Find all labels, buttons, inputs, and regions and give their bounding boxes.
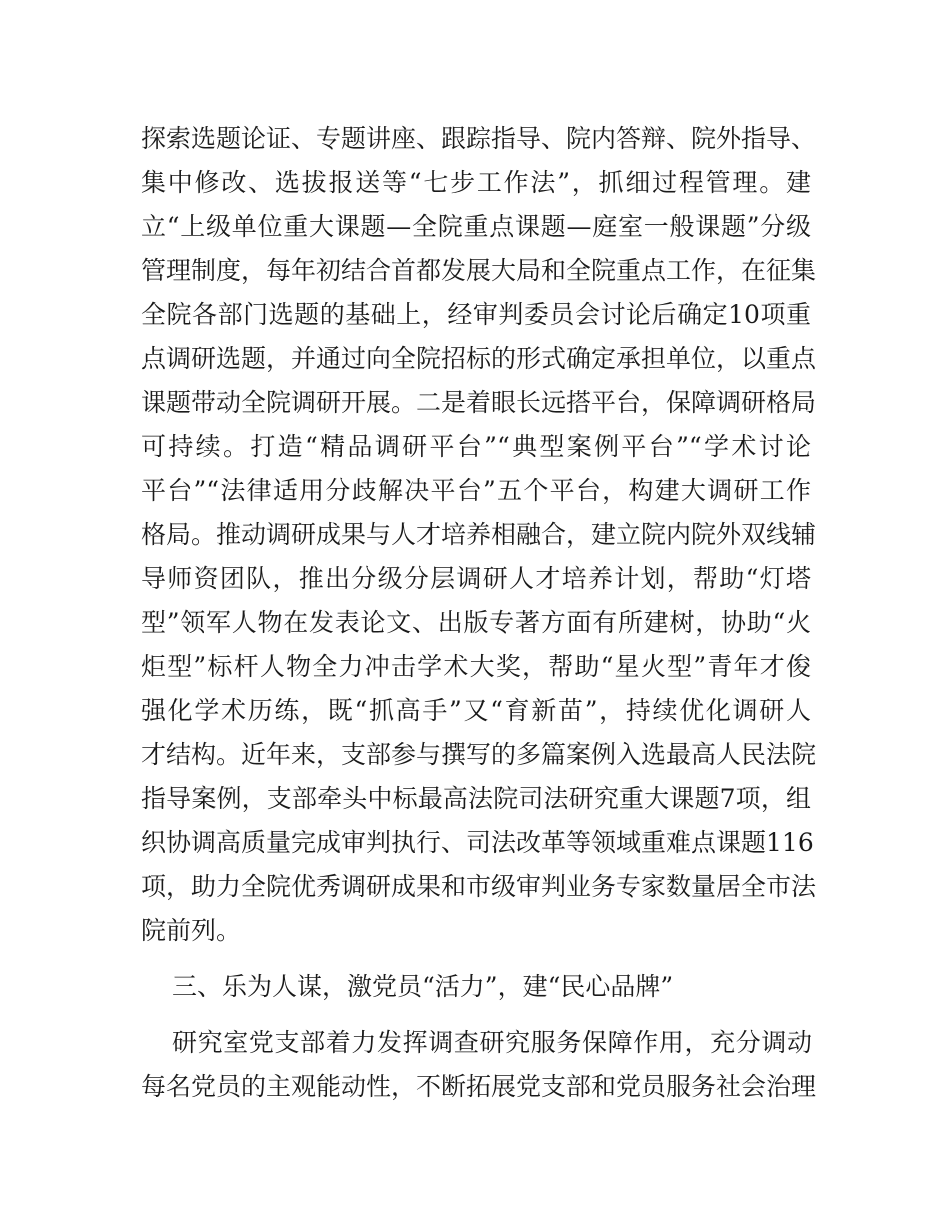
paragraph-line: 全院各部门选题的基础上，经审判委员会讨论后确定10项重 <box>141 300 811 329</box>
paragraph-line: 每名党员的主观能动性，不断拓展党支部和党员服务社会治理 <box>141 1072 817 1101</box>
paragraph-line: 课题带动全院调研开展。二是着眼长远搭平台，保障调研格局 <box>141 388 817 417</box>
paragraph-line: 立“上级单位重大课题—全院重点课题—庭室一般课题”分级 <box>141 212 811 241</box>
paragraph-line: 导师资团队，推出分级分层调研人才培养计划，帮助“灯塔 <box>141 564 811 593</box>
paragraph-line: 强化学术历练，既“抓高手”又“育新苗”，持续优化调研人 <box>141 696 811 725</box>
paragraph-line: 指导案例，支部牵头中标最高法院司法研究重大课题7项，组 <box>141 784 811 813</box>
paragraph-line: 格局。推动调研成果与人才培养相融合，建立院内院外双线辅 <box>141 520 817 549</box>
paragraph-line: 研究室党支部着力发挥调查研究服务保障作用，充分调动 <box>172 1028 812 1057</box>
paragraph-line: 平台”“法律适用分歧解决平台”五个平台，构建大调研工作 <box>141 476 811 505</box>
paragraph-line: 点调研选题，并通过向全院招标的形式确定承担单位，以重点 <box>141 344 817 373</box>
paragraph-line: 探索选题论证、专题讲座、跟踪指导、院内答辩、院外指导、 <box>141 124 817 153</box>
section-heading: 三、乐为人谋，激党员“活力”，建“民心品牌” <box>172 972 674 1001</box>
paragraph-line: 管理制度，每年初结合首都发展大局和全院重点工作，在征集 <box>141 256 817 285</box>
paragraph-line: 织协调高质量完成审判执行、司法改革等领域重难点课题116 <box>141 828 814 857</box>
paragraph-line: 才结构。近年来，支部参与撰写的多篇案例入选最高人民法院 <box>141 740 817 769</box>
paragraph-line: 院前列。 <box>141 916 242 945</box>
paragraph-line: 型”领军人物在发表论文、出版专著方面有所建树，协助“火 <box>141 608 811 637</box>
paragraph-line: 集中修改、选拔报送等“七步工作法”，抓细过程管理。建 <box>141 168 811 197</box>
paragraph-line: 炬型”标杆人物全力冲击学术大奖，帮助“星火型”青年才俊 <box>141 652 811 681</box>
paragraph-line: 项，助力全院优秀调研成果和市级审判业务专家数量居全市法 <box>141 872 817 901</box>
paragraph-line: 可持续。打造“精品调研平台”“典型案例平台”“学术讨论 <box>141 432 811 461</box>
